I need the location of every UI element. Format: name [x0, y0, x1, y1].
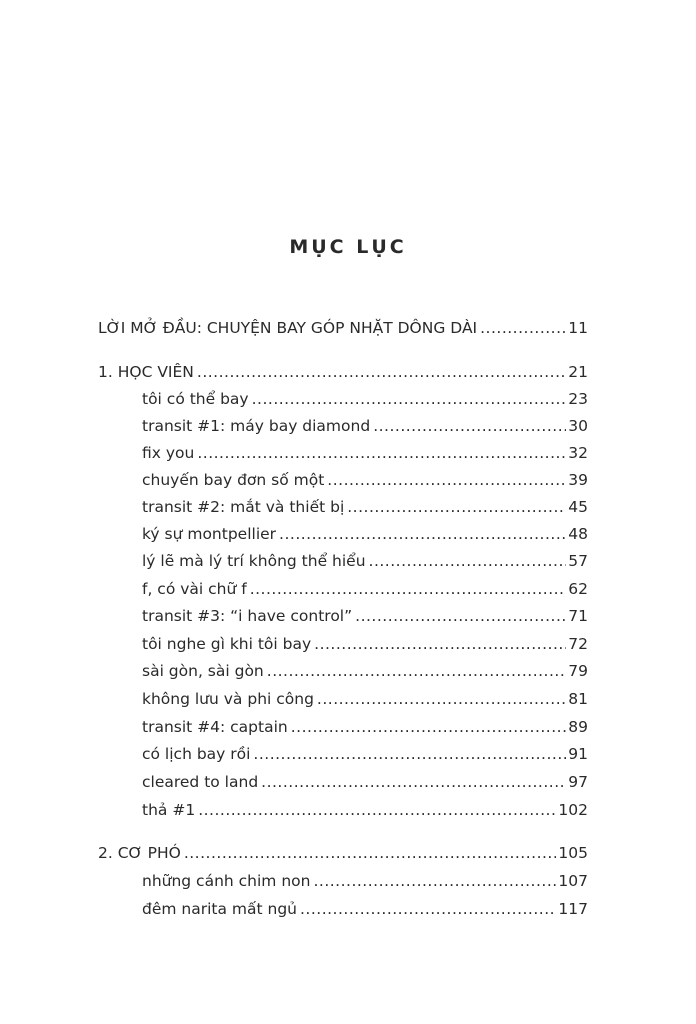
toc-leader-dots — [197, 443, 566, 463]
toc-entry[interactable] — [142, 717, 588, 737]
toc-entry-preface[interactable] — [98, 318, 588, 338]
toc-entry-label: thả #1 — [142, 801, 196, 819]
toc-entry-label: lý lẽ mà lý trí không thể hiểu — [142, 552, 366, 570]
toc-leader-dots — [347, 497, 566, 517]
toc-entry-label: ký sự montpellier — [142, 525, 277, 543]
toc-leader-dots — [313, 871, 556, 891]
toc-entry-page: 105 — [558, 844, 588, 862]
toc-entry-label: đêm narita mất ngủ — [142, 900, 297, 918]
toc-leader-dots — [291, 717, 567, 737]
toc-entry-label: cleared to land — [142, 773, 259, 791]
toc-entry-page: 81 — [568, 690, 588, 708]
toc-entry[interactable] — [142, 470, 588, 490]
toc-entry-label: f, có vài chữ f — [142, 580, 247, 598]
toc-entry-page: 48 — [568, 525, 588, 543]
toc-entry-page: 57 — [568, 552, 588, 570]
toc-entry[interactable] — [142, 606, 588, 626]
toc-leader-dots — [261, 772, 566, 792]
toc-leader-dots — [300, 899, 556, 919]
toc-entry-page: 30 — [568, 417, 588, 435]
toc-leader-dots — [317, 689, 566, 709]
toc-entry-label: những cánh chim non — [142, 872, 311, 890]
toc-entry-page: 45 — [568, 498, 588, 516]
toc-entry-page: 21 — [568, 363, 588, 381]
toc-entry[interactable] — [142, 689, 588, 709]
toc-entry-label: fix you — [142, 444, 195, 462]
toc-leader-dots — [184, 843, 557, 863]
toc-section-co-pho[interactable] — [98, 843, 588, 863]
toc-entry[interactable] — [142, 772, 588, 792]
toc-entry-page: 32 — [568, 444, 588, 462]
toc-entry[interactable] — [142, 800, 588, 820]
toc-entry-page: 91 — [568, 745, 588, 763]
toc-entry[interactable] — [142, 744, 588, 764]
toc-entry-page: 11 — [568, 319, 588, 337]
toc-entry-page: 71 — [568, 607, 588, 625]
toc-entry-page: 97 — [568, 773, 588, 791]
toc-entry-page: 23 — [568, 390, 588, 408]
toc-leader-dots — [198, 800, 556, 820]
toc-entry-page: 117 — [558, 900, 588, 918]
toc-entry[interactable] — [142, 634, 588, 654]
toc-entry-label: transit #3: “i have control” — [142, 607, 353, 625]
toc-leader-dots — [253, 744, 566, 764]
toc-leader-dots — [314, 634, 566, 654]
page-title: MỤC LỤC — [289, 236, 407, 258]
toc-entry[interactable] — [142, 551, 588, 571]
toc-entry-page: 62 — [568, 580, 588, 598]
toc-entry[interactable] — [142, 497, 588, 517]
toc-leader-dots — [197, 362, 566, 382]
toc-leader-dots — [355, 606, 566, 626]
toc-leader-dots — [480, 318, 566, 338]
toc-entry-page: 39 — [568, 471, 588, 489]
toc-entry-label: chuyến bay đơn số một — [142, 471, 325, 489]
toc-leader-dots — [373, 416, 566, 436]
toc-entry[interactable] — [142, 661, 588, 681]
toc-entry[interactable] — [142, 416, 588, 436]
toc-entry[interactable] — [142, 443, 588, 463]
toc-entry-label: transit #4: captain — [142, 718, 288, 736]
toc-entry-page: 107 — [558, 872, 588, 890]
toc-entry[interactable] — [142, 389, 588, 409]
toc-entry-label: sài gòn, sài gòn — [142, 662, 264, 680]
toc-entry[interactable] — [142, 579, 588, 599]
toc-leader-dots — [252, 389, 567, 409]
toc-entry-page: 72 — [568, 635, 588, 653]
toc-entry-page: 102 — [558, 801, 588, 819]
toc-leader-dots — [279, 524, 566, 544]
toc-entry-label: transit #1: máy bay diamond — [142, 417, 371, 435]
toc-entry-label: tôi có thể bay — [142, 390, 249, 408]
toc-entry-label: 1. HỌC VIÊN — [98, 363, 194, 381]
toc-entry-page: 89 — [568, 718, 588, 736]
toc-entry-label: 2. CƠ PHÓ — [98, 844, 181, 862]
toc-entry-label: tôi nghe gì khi tôi bay — [142, 635, 312, 653]
toc-entry[interactable] — [142, 899, 588, 919]
toc-entry-page: 79 — [568, 662, 588, 680]
toc-entry-label: LỜI MỞ ĐẦU: CHUYỆN BAY GÓP NHẶT DÔNG DÀI — [98, 319, 478, 337]
toc-leader-dots — [267, 661, 567, 681]
toc-leader-dots — [327, 470, 566, 490]
toc-leader-dots — [369, 551, 567, 571]
toc-entry-label: transit #2: mắt và thiết bị — [142, 498, 345, 516]
toc-entry-label: có lịch bay rồi — [142, 745, 251, 763]
toc-section-hoc-vien[interactable] — [98, 362, 588, 382]
toc-leader-dots — [250, 579, 567, 599]
toc-entry-label: không lưu và phi công — [142, 690, 314, 708]
toc-entry[interactable] — [142, 871, 588, 891]
toc-entry[interactable] — [142, 524, 588, 544]
